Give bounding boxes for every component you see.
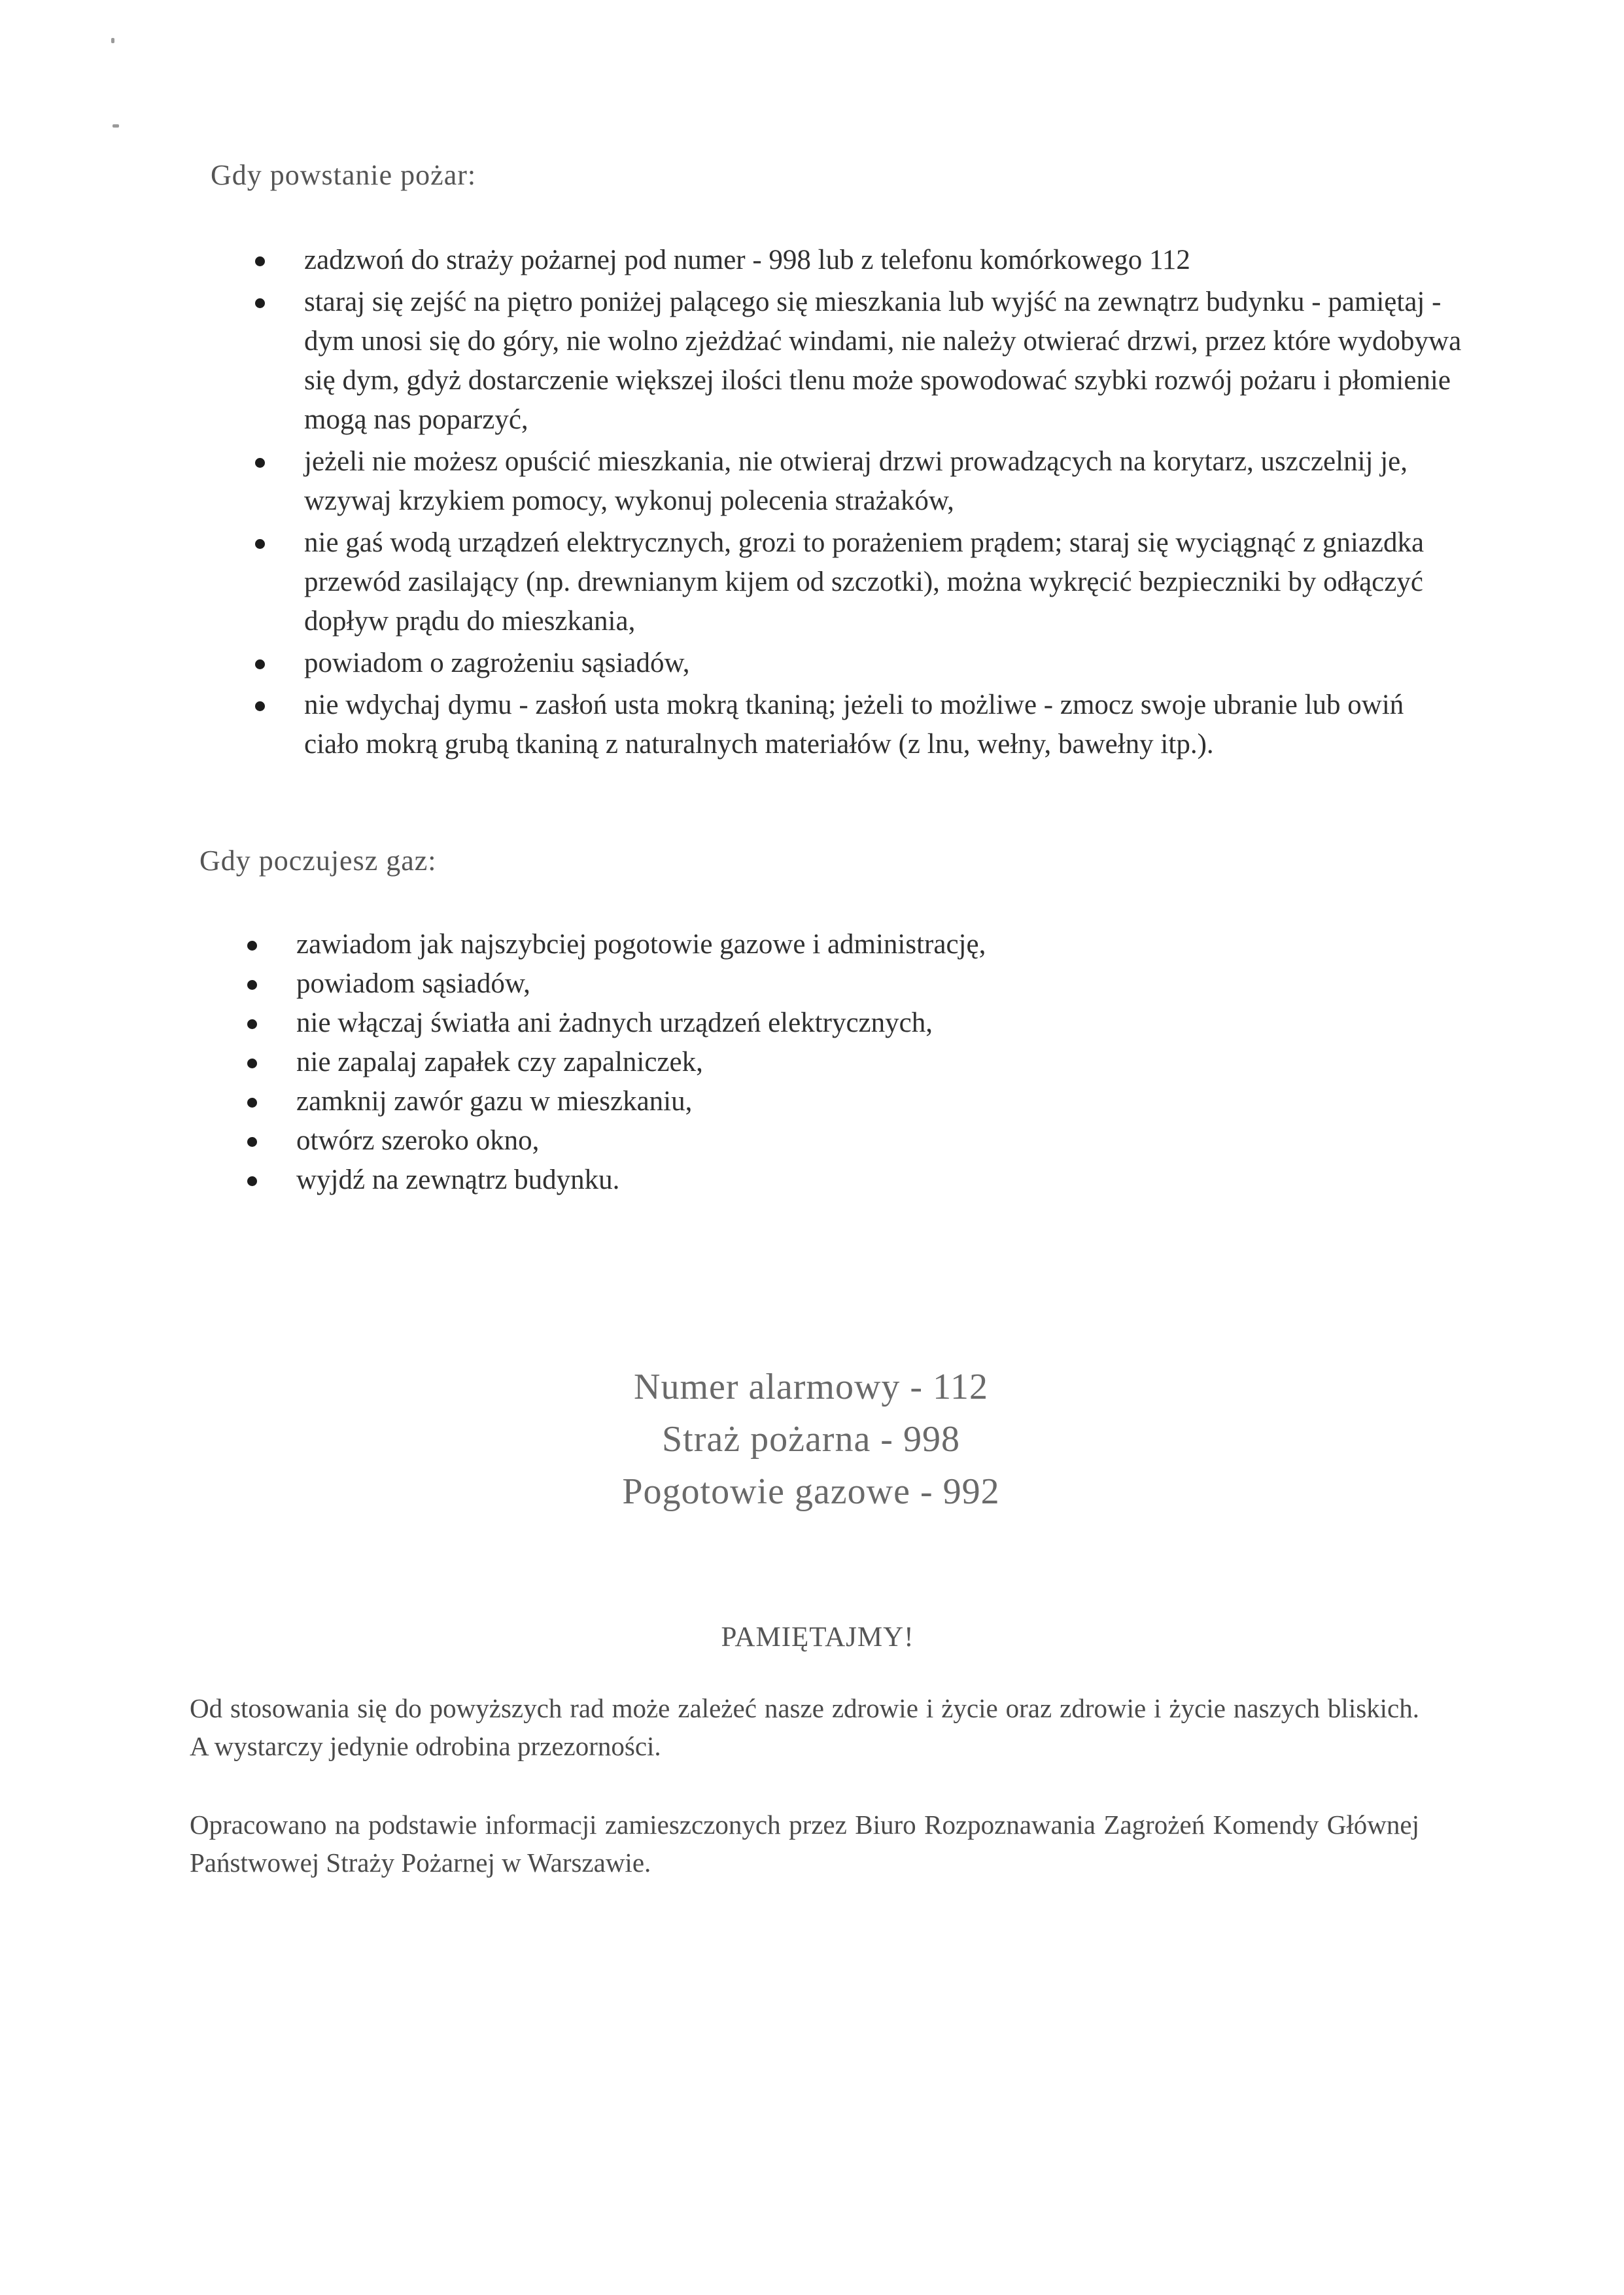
list-item: zadzwoń do straży pożarnej pod numer - 998 lub z telefonu komórkowego 112 [255, 241, 1465, 280]
gas-instructions-list [247, 925, 1228, 1200]
scan-speck [111, 38, 114, 43]
list-item: nie gaś wodą urządzeń elektrycznych, grozi to porażeniem prądem; staraj się wyciągnąć z gniazdka przewód zasilający (np. drewnianym kijem od szczotki), można wykręcić bezpieczniki by odłączyć dopływ prądu do mieszkania, [255, 523, 1465, 641]
fire-instructions-list [255, 241, 1465, 767]
fire-brigade-number: Straż pożarna - 998 [662, 1419, 960, 1460]
emergency-numbers [458, 1361, 1164, 1518]
alarm-number: Numer alarmowy - 112 [634, 1367, 988, 1407]
list-item: powiadom sąsiadów, [247, 964, 1228, 1004]
remember-paragraph: Od stosowania się do powyższych rad może zależeć nasze zdrowie i życie oraz zdrowie i życie naszych bliskich. A wystarczy jedynie odrobina przezorności. [190, 1693, 1419, 1761]
gas-section-heading: Gdy poczujesz gaz: [199, 845, 437, 877]
list-item: zamknij zawór gazu w mieszkaniu, [247, 1082, 1228, 1121]
scan-speck [112, 124, 119, 128]
list-item: zawiadom jak najszybciej pogotowie gazowe i administrację, [247, 925, 1228, 964]
list-item: nie wdychaj dymu - zasłoń usta mokrą tkaniną; jeżeli to możliwe - zmocz swoje ubranie lub owiń ciało mokrą grubą tkaniną z naturalnych materiałów (z lnu, wełny, bawełny itp.). [255, 686, 1465, 764]
list-item: nie zapalaj zapałek czy zapalniczek, [247, 1043, 1228, 1082]
fire-section-heading: Gdy powstanie pożar: [211, 159, 477, 191]
list-item: nie włączaj światła ani żadnych urządzeń elektrycznych, [247, 1004, 1228, 1043]
list-item: staraj się zejść na piętro poniżej palącego się mieszkania lub wyjść na zewnątrz budynku - pamiętaj - dym unosi się do góry, nie wolno zjeżdżać windami, nie należy otwierać drzwi, przez które wydobywa się dym, gdyż dostarczenie większej ilości tlenu może spowodować szybki rozwój pożaru i płomienie mogą nas poparzyć, [255, 283, 1465, 440]
list-item: powiadom o zagrożeniu sąsiadów, [255, 644, 1465, 683]
list-item: wyjdź na zewnątrz budynku. [247, 1161, 1228, 1200]
remember-title: PAMIĘTAJMY! [721, 1622, 914, 1653]
list-item: otwórz szeroko okno, [247, 1121, 1228, 1161]
list-item: jeżeli nie możesz opuścić mieszkania, nie otwieraj drzwi prowadzących na korytarz, uszczelnij je, wzywaj krzykiem pomocy, wykonuj polecenia strażaków, [255, 442, 1465, 521]
source-paragraph: Opracowano na podstawie informacji zamieszczonych przez Biuro Rozpoznawania Zagrożeń Komendy Głównej Państwowej Straży Pożarnej w Warszawie. [190, 1810, 1419, 1878]
gas-emergency-number: Pogotowie gazowe - 992 [622, 1471, 1000, 1512]
